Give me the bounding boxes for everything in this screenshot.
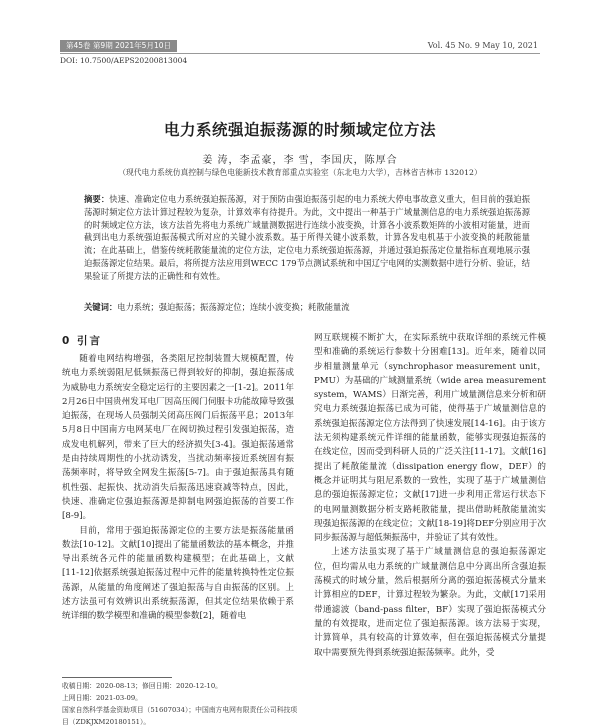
header-divider	[60, 53, 540, 54]
body-paragraph: 随着电网结构增强，各类阻尼控制装置大规模配置，传统电力系统弱阻尼低频振荡已得到较好的抑制，强迫振荡成为威胁电力系统安全稳定运行的主要因素之一[1-2]。2011年2月26日中国贵州发耳电厂因高压阀门伺服卡功能故障导致强迫振荡，在现场人员强制关闭高压阀门后振荡平息；2013年5月8日中国南方电网某电厂在阀切换过程引发强迫振荡，造成发电机解列，带来了巨大的经济损失[3-4]。强迫振荡通常是由持续周期性的小扰动诱发，当扰动频率接近系统固有振荡频率时，将导致全网发生振荡[5-7]。由于强迫振荡具有随机性强、起振快、扰动消失后振荡迅速衰减等特点，因此，快速、准确定位强迫振荡源是抑制电网强迫振荡的首要工作[8-9]。	[62, 354, 294, 522]
footnote-received-date: 收稿日期：2020-08-13；修回日期：2020-12-10。	[62, 682, 222, 690]
section-heading-introduction: 0 引言	[62, 335, 102, 347]
journal-issue-badge: 第45卷 第9期 2021年5月10日	[60, 40, 177, 52]
author-list: 姜 涛，李孟豪，李 雪，李国庆，陈厚合	[202, 155, 398, 166]
keywords-text: 电力系统；强迫振荡；振荡源定位；连续小波变换；耗散能量流	[117, 302, 350, 312]
body-column-left	[62, 352, 294, 624]
journal-volume-reference: Vol. 45 No. 9 May 10, 2021	[427, 41, 538, 50]
keywords-label: 关键词：	[84, 302, 118, 312]
abstract-block	[84, 193, 530, 283]
body-paragraph: 目前，常用于强迫振荡源定位的主要方法是振荡能量函数法[10-12]。文献[10]提出了能量函数法的基本概念，并推导出系统各元件的能量函数构建模型；在此基础上，文献[11-12]依据系统强迫振荡过程中元件的能量转换特性定位振荡源，从能量的角度阐述了强迫振荡与自由振荡的区别。上述方法虽可有效辨识出系统振荡源，但其定位结果依赖于系统详细的数学模型和准确的模型参数[2]，随着电	[62, 525, 294, 622]
doi-label: DOI: 10.7500/AEPS20200813004	[60, 56, 188, 65]
body-paragraph: 上述方法虽实现了基于广域量测信息的强迫振荡源定位，但均需从电力系统的广域量测信息中分离出所含强迫振荡模式的时域分量，然后根据所分离的强迫振荡模式分量来计算相应的DEF，计算过程较为繁杂。为此，文献[17]采用带通滤波（band-pass filter，BF）实现了强迫振荡模式分量的有效提取，进而定位了强迫振荡源。该方法易于实现，计算简单，具有较高的计算效率，但在强迫振荡模式分量提取中需要预先得到系统强迫振荡频率。此外，受	[314, 547, 546, 658]
body-column-right	[314, 331, 546, 660]
author-affiliation: （现代电力系统仿真控制与绿色电能新技术教育部重点实验室（东北电力大学），吉林省吉林市 132012）	[118, 168, 482, 177]
paper-title: 电力系统强迫振荡源的时频域定位方法	[163, 121, 436, 139]
abstract-label: 摘要：	[84, 194, 110, 204]
abstract-text: 快速、准确定位电力系统强迫振荡源，对于预防由强迫振荡引起的电力系统大停电事故意义重大，但目前的强迫振荡源时频定位方法计算过程较为复杂，计算效率有待提升。为此，文中提出一种基于广域量测信息的电力系统强迫振荡源的时频域定位方法，该方法首先将电力系统广域量测数据进行连续小波变换，计算各小波系数矩阵的小波相对能量，进而截到出电力系统强迫振荡模式所对应的关键小波系数。基于所得关键小波系数，计算各发电机基于小波变换的耗散能量流；在此基础上，借鉴传统耗散能量流的定位方法，定位电力系统强迫振荡源，并通过强迫振荡定位量指标直观地展示强迫振荡源定位结果。最后，将所提方法应用到WECC 179节点测试系统和中国辽宁电网的实测数据中进行分析、验证，结果验证了所提方法的正确性和有效性。	[84, 194, 530, 281]
keywords-block	[84, 301, 530, 314]
body-paragraph: 网互联规模不断扩大，在实际系统中获取详细的系统元件模型和准确的系统运行参数十分困难[13]。近年来，随着以同步相量测量单元（synchrophasor measurement unit，PMU）为基础的广域测量系统（wide area measurement system，WAMS）日渐完善，利用广域量测信息来分析和研究电力系统强迫振荡已成为可能，使得基于广域量测信息的系统强迫振荡源定位方法得到了快速发展[14-16]。由于该方法无须构建系统元件详细的能量函数，能够实现强迫振荡的在线定位，因而受到科研人员的广泛关注[11-17]。文献[16]提出了耗散能量流（dissipation energy flow，DEF）的概念并证明其与阻尼系数的一致性，实现了基于广域量测信息的强迫振荡源定位；文献[17]进一步利用正常运行状态下的电网量测数据分析支路耗散能量，提出借助耗散能量流实现强迫振荡源的在线定位；文献[18-19]将DEF分别应用于次同步振荡源与超低频振荡中，并验证了其有效性。	[314, 333, 546, 544]
footnote-online-date: 上网日期：2021-03-09。	[62, 694, 142, 702]
footnote-divider	[62, 677, 172, 678]
footnote-funding: 国家自然科学基金资助项目（51607034）；中国南方电网有限责任公司科技项目（ZDKJXM20180151）。	[62, 706, 298, 726]
footnotes-block	[62, 680, 302, 728]
